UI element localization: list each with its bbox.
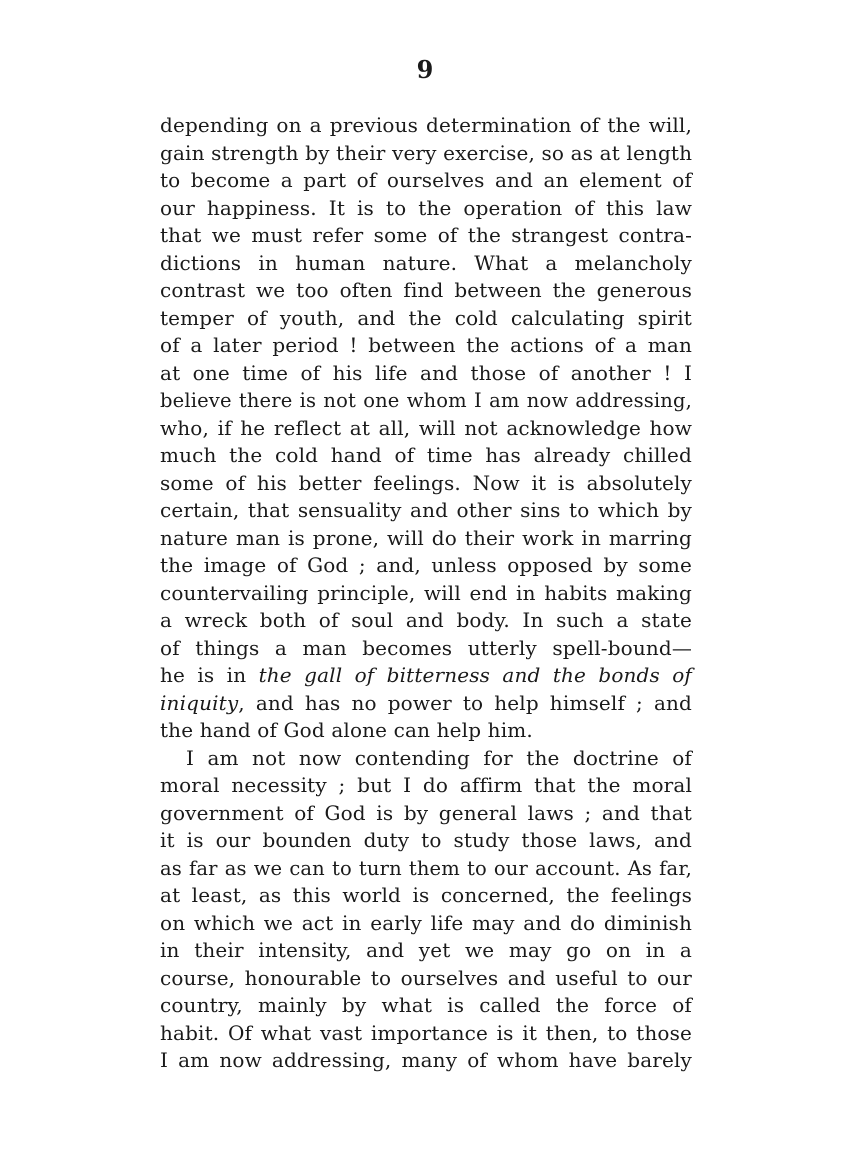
text-line [160, 552, 692, 580]
line-text: habit. Of what vast importance is it then, to those [160, 1020, 692, 1045]
line-text: course, honourable to ourselves and useful to our [160, 965, 692, 990]
text-line [160, 937, 692, 965]
text-line [160, 277, 692, 305]
text-line [160, 827, 692, 855]
line-text: in their intensity, and yet we may go on in a [160, 938, 692, 962]
text-line [160, 525, 692, 553]
text-line [160, 415, 692, 443]
text-line [160, 717, 692, 745]
line-text: gain strength by their very exercise, so as at length [160, 140, 693, 165]
line-text: as far as we can to turn them to our account. As far, [160, 856, 692, 880]
line-text: temper of youth, and the cold calculating spirit [160, 305, 692, 330]
text-line [160, 1047, 692, 1075]
text-line [160, 140, 692, 168]
line-text: some of his better feelings. Now it is absolutely [160, 470, 692, 495]
text-line [160, 112, 692, 140]
line-text: contrast we too often find between the generous [160, 278, 692, 302]
text-line [160, 167, 692, 195]
line-text: our happiness. It is to the operation of this law [160, 195, 692, 220]
text-line [160, 882, 692, 910]
text-line [160, 1020, 692, 1048]
text-line [160, 470, 692, 498]
line-text: government of God is by general laws ; and that [160, 800, 692, 825]
line-text: depending on a previous determination of the will, [160, 113, 692, 137]
italic-text: iniquity [160, 690, 239, 715]
text-line [160, 222, 692, 250]
line-text: at least, as this world is concerned, the feelings [160, 883, 692, 907]
italic-text: the gall of bitterness and the bonds of [258, 663, 692, 687]
line-text: countervailing principle, will end in habits making [160, 580, 692, 605]
line-text: of things a man becomes utterly spell-bound— [160, 635, 692, 660]
page-number: 9 [416, 55, 434, 84]
text-line [160, 662, 692, 690]
text-line [160, 635, 692, 663]
line-text: certain, that sensuality and other sins to which by [160, 498, 692, 522]
text-line [160, 250, 692, 278]
text-line [160, 497, 692, 525]
line-text: that we must refer some of the strangest contra- [160, 223, 692, 247]
line-text: I am not now contending for the doctrine of [186, 745, 692, 770]
line-text: the hand of God alone can help him. [160, 718, 533, 742]
text-line [160, 305, 692, 333]
text-line [160, 690, 692, 718]
line-text: nature man is prone, will do their work in marring [160, 525, 692, 550]
line-text: on which we act in early life may and do diminish [160, 910, 692, 935]
line-text: to become a part of ourselves and an element of [160, 168, 692, 192]
line-text: dictions in human nature. What a melancholy [160, 250, 692, 275]
text-line [160, 965, 692, 993]
line-text: at one time of his life and those of another ! I [160, 360, 692, 385]
line-text: I am now addressing, many of whom have barely [160, 1048, 692, 1072]
text-line [160, 442, 692, 470]
line-text: much the cold hand of time has already chilled [160, 443, 692, 467]
text-line [160, 387, 692, 415]
line-text: believe there is not one whom I am now addressing, [160, 389, 692, 412]
line-text: country, mainly by what is called the force of [160, 993, 692, 1017]
text-line [160, 910, 692, 938]
line-text: who, if he reflect at all, will not acknowledge how [160, 415, 692, 440]
text-line [160, 195, 692, 223]
line-text: of a later period ! between the actions of a man [160, 333, 692, 357]
line-text: he is in [160, 663, 259, 687]
text-line [160, 772, 692, 800]
text-line [160, 360, 692, 388]
text-line [160, 745, 692, 773]
text-line [160, 800, 692, 828]
text-line [160, 580, 692, 608]
line-text: moral necessity ; but I do affirm that the moral [160, 773, 692, 797]
text-line [160, 855, 692, 883]
text-line [160, 992, 692, 1020]
line-text: the image of God ; and, unless opposed by some [160, 553, 692, 577]
text-line [160, 332, 692, 360]
line-text: , and has no power to help himself ; and [238, 690, 692, 715]
line-text: a wreck both of soul and body. In such a state [160, 608, 692, 632]
text-line [160, 607, 692, 635]
line-text: it is our bounden duty to study those laws, and [160, 828, 692, 852]
body-text [160, 112, 692, 1075]
